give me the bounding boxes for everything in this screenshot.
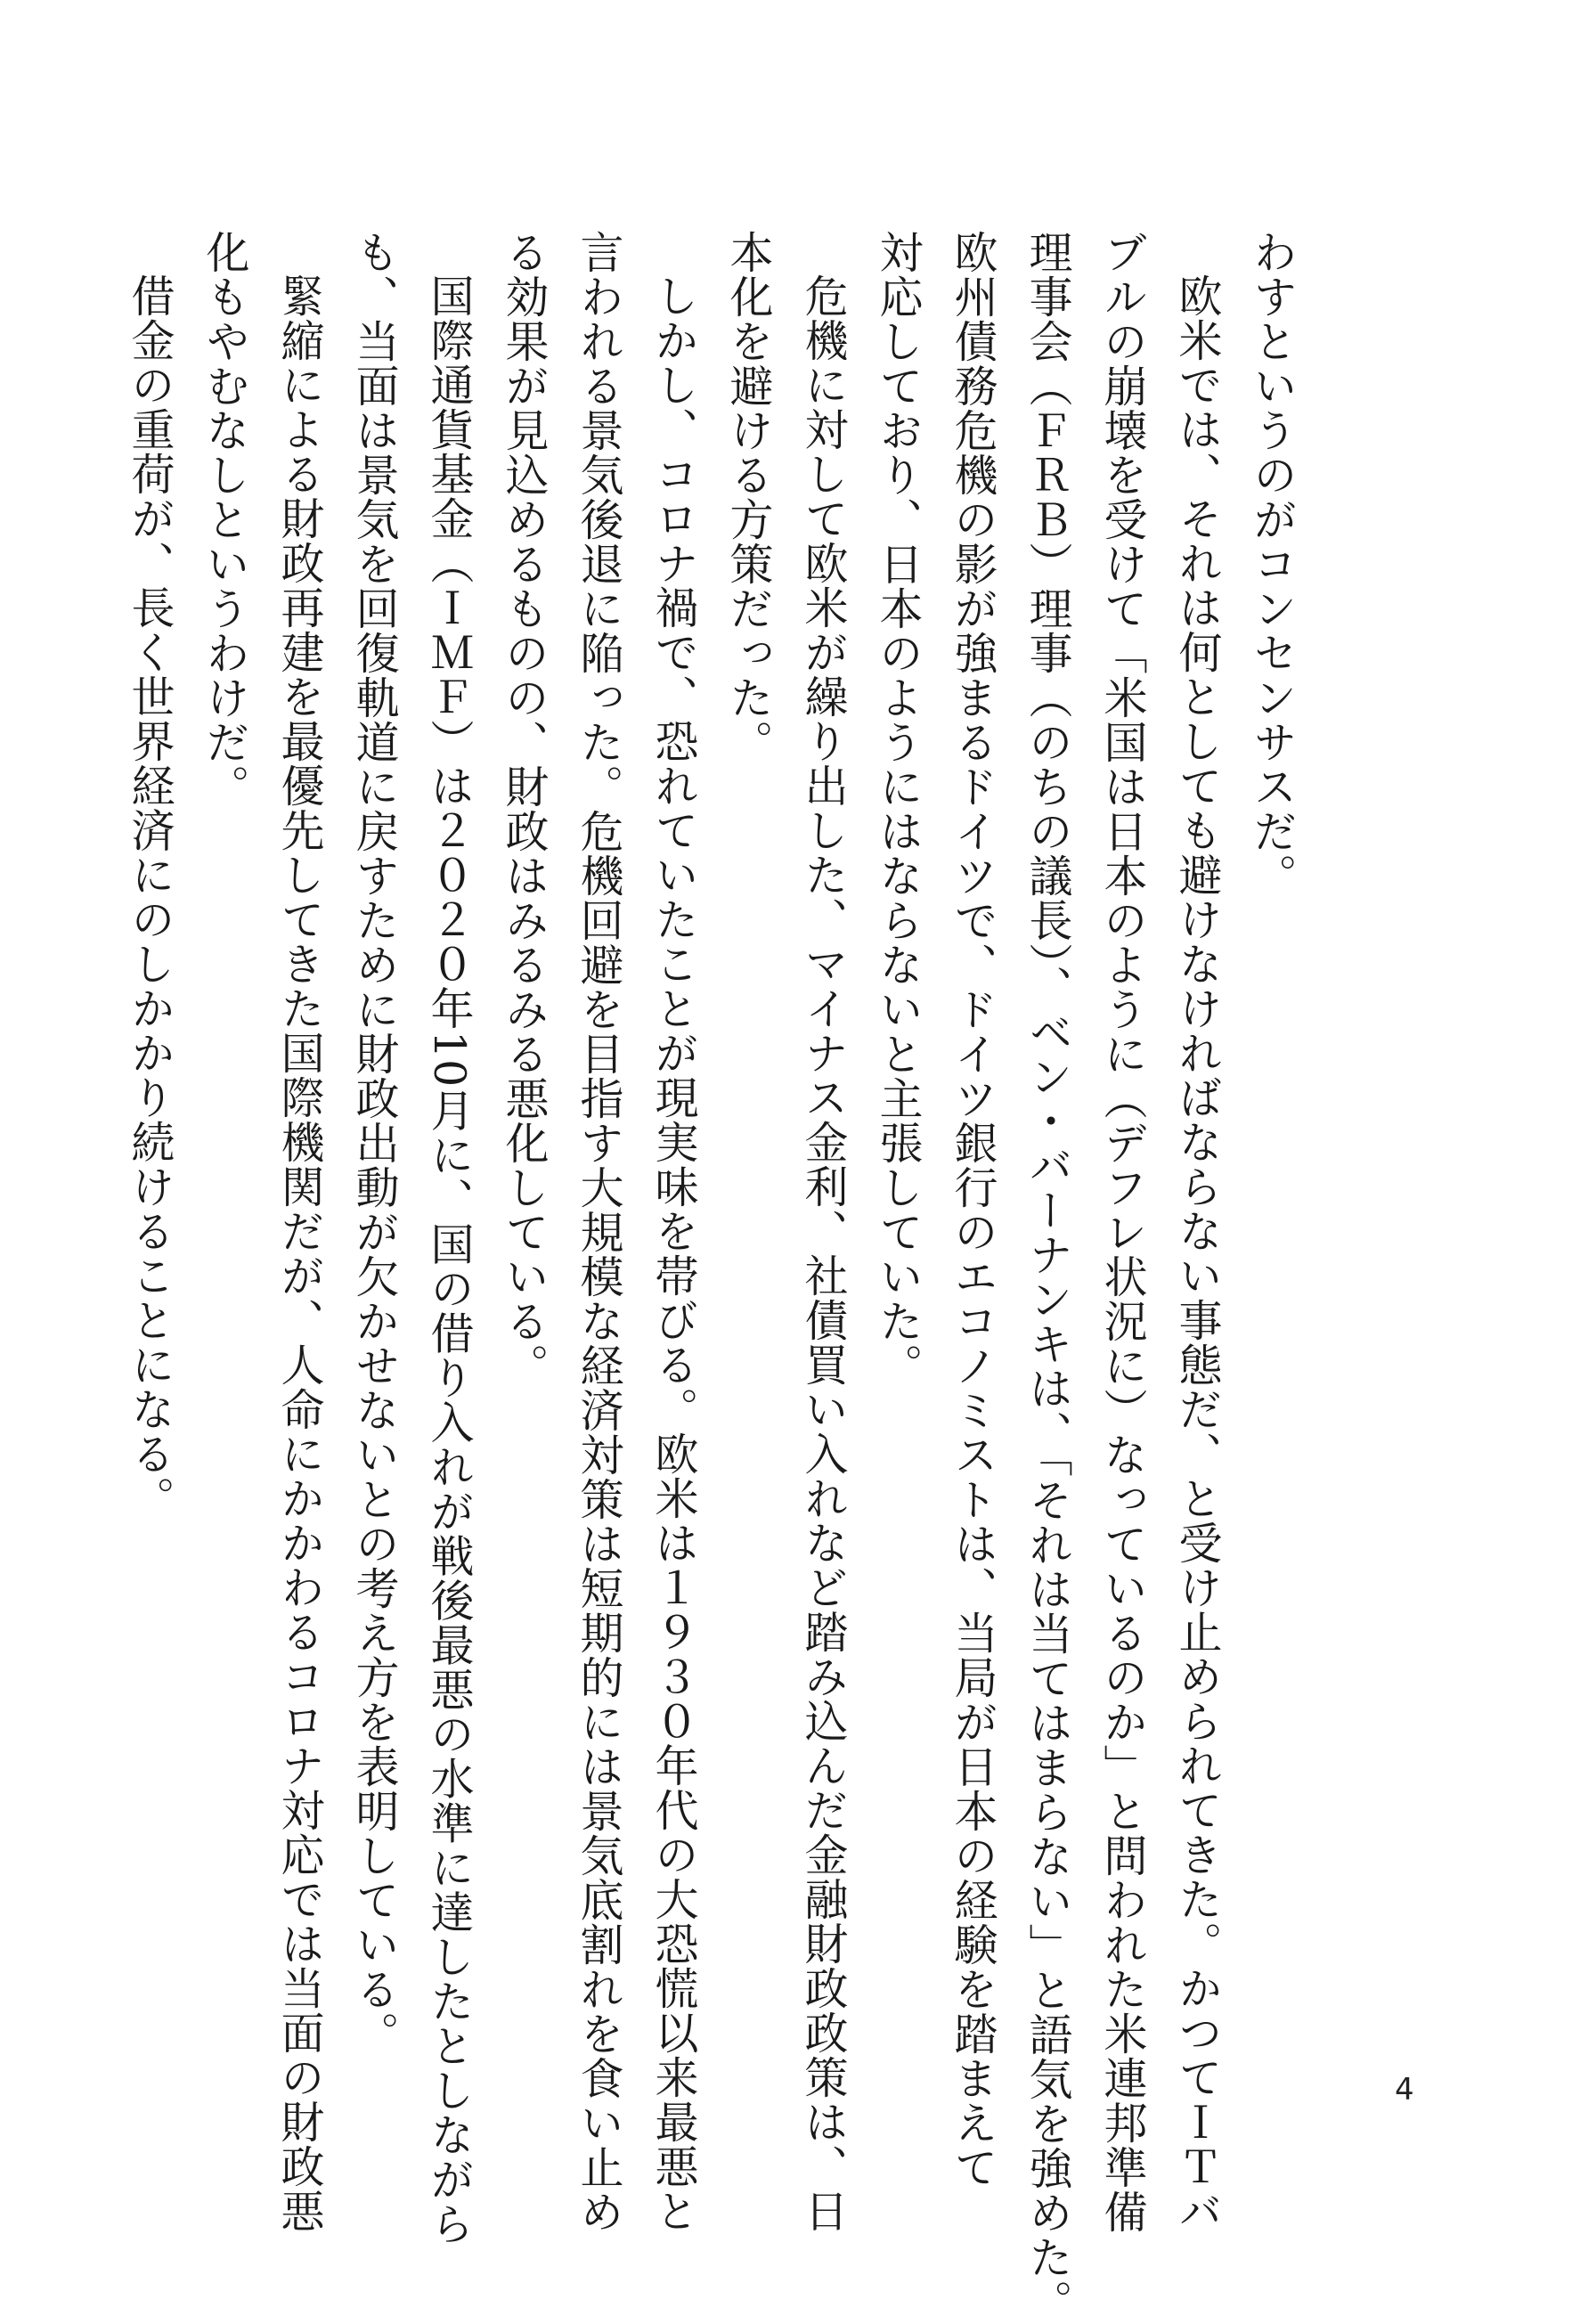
text-column-3: ブルの崩壊を受けて「米国は日本のように（デフレ状況に）なっているのか」と問われた米連邦準備: [1097, 230, 1148, 2234]
text-column-1: わすというのがコンセンサスだ。: [1247, 230, 1298, 898]
page-number: 4: [1395, 2072, 1414, 2108]
text-column-7: 危機に対して欧米が繰り出した、マイナス金利、社債買い入れなど踏み込んだ金融財政政策は、日: [798, 273, 849, 2233]
text-column-5: 欧州債務危機の影が強まるドイツで、ドイツ銀行のエコノミストは、当局が日本の経験を踏まえて: [948, 230, 998, 2189]
text-column-15: 化もやむなしというわけだ。: [200, 230, 250, 809]
text-column-2: 欧米では、それは何としても避けなければならない事態だ、と受け止められてきた。かつてＩＴバ: [1172, 273, 1223, 2233]
text-column-4: 理事会（ＦＲＢ）理事（のちの議長）、ベン・バーナンキは、「それは当てはまらない」と語気を強めた。: [1022, 230, 1073, 2324]
text-column-6: 対応しており、日本のようにはならないと主張していた。: [873, 230, 924, 1388]
text-column-13: も、当面は景気を回復軌道に戻すために財政出動が欠かせないとの考え方を表明している。: [349, 230, 400, 2056]
text-column-12: 国際通貨基金（ＩＭＦ）は２０２０年10月に、国の借り入れが戦後最悪の水準に達したとしながら: [424, 273, 475, 2247]
text-column-8: 本化を避ける方策だった。: [723, 230, 774, 764]
text-column-16: 借金の重荷が、長く世界経済にのしかかり続けることになる。: [125, 273, 175, 1521]
text-column-9: しかし、コロナ禍で、恐れていたことが現実味を帯びる。欧米は１９３０年代の大恐慌以来最悪と: [648, 273, 699, 2233]
text-column-11: る効果が見込めるものの、財政はみるみる悪化している。: [499, 230, 550, 1388]
text-column-10: 言われる景気後退に陥った。危機回避を目指す大規模な経済対策は短期的には景気底割れを食い止め: [574, 230, 624, 2234]
vertical-body-text: [112, 230, 1309, 2324]
text-column-14: 緊縮による財政再建を最優先してきた国際機関だが、人命にかかわるコロナ対応では当面の財政悪: [274, 273, 325, 2233]
